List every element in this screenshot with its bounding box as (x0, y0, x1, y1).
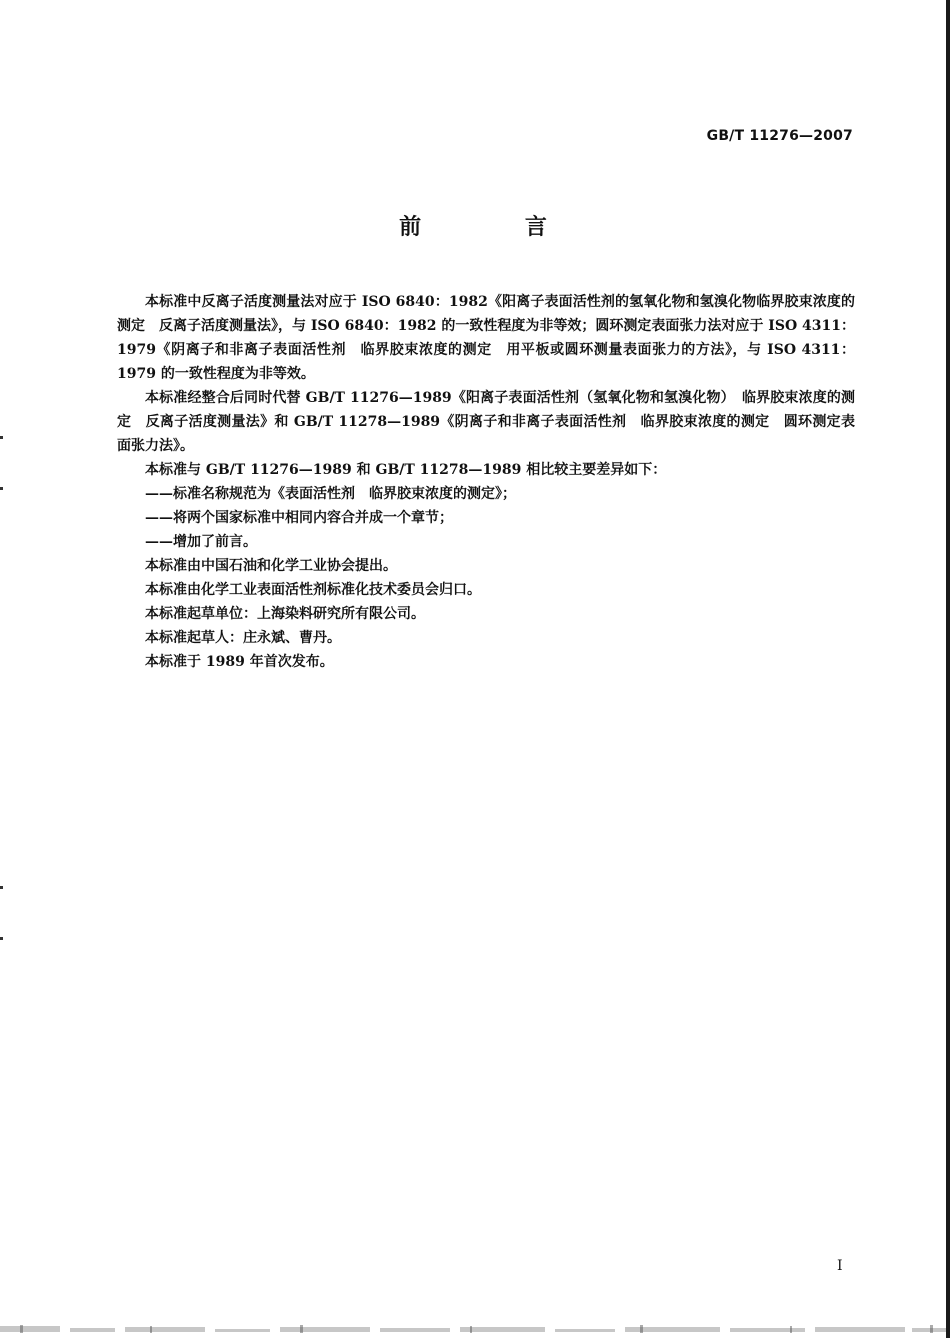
line-difference-2: ——将两个国家标准中相同内容合并成一个章节； (145, 510, 453, 526)
page-number: I (837, 1258, 843, 1274)
foreword-body (117, 290, 855, 674)
paragraph-iso-correspondence: 本标准中反离子活度测量法对应于 ISO 6840：1982《阳离子表面活性剂的氢氧化物和氢溴化物临界胶束浓度的测定 反离子活度测量法》，与 ISO 6840：1982 的一致性程度为非等效；圆环测定表面张力法对应于 ISO 4311：1979《阴离子和非离子表面活性剂 临界胶束浓度的测定 用平板或圆环测量表面张力的方法》，与 ISO 4311：1979 的一致性程度为非等效。 (117, 294, 855, 382)
scan-speck (0, 436, 3, 439)
page-title: 前 言 (399, 215, 595, 240)
scan-speck (0, 937, 3, 940)
paragraph-replaces: 本标准经整合后同时代替 GB/T 11276—1989《阳离子表面活性剂（氢氧化物和氢溴化物） 临界胶束浓度的测定 反离子活度测量法》和 GB/T 11278—1989《阴离子和非离子表面活性剂 临界胶束浓度的测定 圆环测定表面张力法》。 (117, 390, 855, 454)
line-proposed-by: 本标准由中国石油和化学工业协会提出。 (145, 558, 397, 574)
standard-code: GB/T 11276—2007 (706, 128, 853, 144)
scan-noise-strip (0, 1318, 950, 1338)
line-difference-1: ——标准名称规范为《表面活性剂 临界胶束浓度的测定》； (145, 486, 516, 502)
scan-border (946, 0, 950, 1338)
line-drafting-unit: 本标准起草单位：上海染料研究所有限公司。 (145, 606, 425, 622)
line-differences-intro: 本标准与 GB/T 11276—1989 和 GB/T 11278—1989 相比较主要差异如下： (145, 462, 667, 478)
scan-noise-graphic (0, 1318, 950, 1338)
scan-speck (0, 487, 3, 490)
line-first-published: 本标准于 1989 年首次发布。 (145, 654, 334, 670)
line-centralized-by: 本标准由化学工业表面活性剂标准化技术委员会归口。 (145, 582, 481, 598)
scan-speck (0, 886, 3, 889)
line-difference-3: ——增加了前言。 (145, 534, 257, 550)
line-drafters: 本标准起草人：庄永斌、曹丹。 (145, 630, 341, 646)
